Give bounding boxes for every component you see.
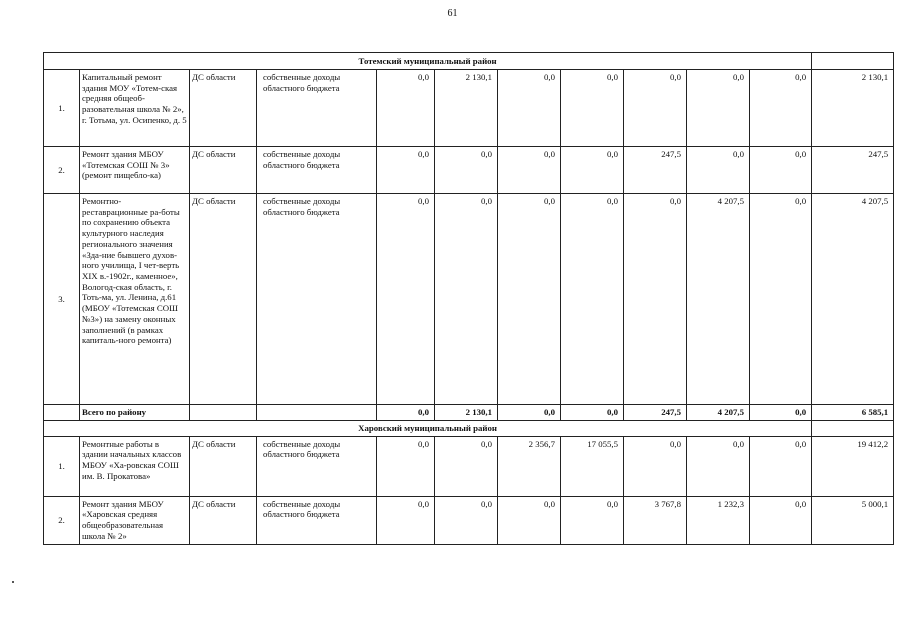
amount-cell: 17 055,5 — [561, 436, 624, 496]
amount-cell: 0,0 — [561, 147, 624, 194]
total-label: Всего по району — [80, 405, 190, 421]
funding-source: ДС области — [190, 436, 257, 496]
amount-cell: 0,0 — [624, 70, 687, 147]
amount-cell: 0,0 — [750, 70, 812, 147]
scan-speck — [12, 581, 14, 583]
row-total: 2 130,1 — [812, 70, 894, 147]
row-index: 3. — [44, 194, 80, 405]
funding-type: собственные доходы областного бюджета — [257, 436, 377, 496]
total-amount: 0,0 — [377, 405, 435, 421]
total-amount: 2 130,1 — [435, 405, 498, 421]
row-total: 5 000,1 — [812, 496, 894, 544]
funding-source: ДС области — [190, 194, 257, 405]
funding-type: собственные доходы областного бюджета — [257, 194, 377, 405]
amount-cell: 1 232,3 — [687, 496, 750, 544]
row-total: 4 207,5 — [812, 194, 894, 405]
empty-cell — [257, 405, 377, 421]
total-amount: 0,0 — [750, 405, 812, 421]
row-total: 19 412,2 — [812, 436, 894, 496]
row-index: 2. — [44, 496, 80, 544]
district-title: Харовский муниципальный район — [44, 420, 812, 436]
budget-table — [43, 52, 894, 545]
amount-cell: 0,0 — [561, 496, 624, 544]
amount-cell: 0,0 — [377, 194, 435, 405]
amount-cell: 0,0 — [435, 436, 498, 496]
object-name: Ремонт здания МБОУ «Тотемская СОШ № 3» (ремонт пищебло-ка) — [80, 147, 190, 194]
funding-type: собственные доходы областного бюджета — [257, 147, 377, 194]
empty-cell — [812, 53, 894, 70]
row-index: 2. — [44, 147, 80, 194]
amount-cell: 0,0 — [624, 436, 687, 496]
amount-cell: 0,0 — [377, 70, 435, 147]
total-amount: 0,0 — [498, 405, 561, 421]
amount-cell: 0,0 — [498, 194, 561, 405]
row-total: 247,5 — [812, 147, 894, 194]
table-row — [44, 496, 894, 544]
amount-cell: 0,0 — [377, 147, 435, 194]
district-header-row — [44, 53, 894, 70]
funding-source: ДС области — [190, 496, 257, 544]
amount-cell: 0,0 — [498, 70, 561, 147]
amount-cell: 0,0 — [561, 70, 624, 147]
amount-cell: 0,0 — [435, 147, 498, 194]
amount-cell: 0,0 — [561, 194, 624, 405]
amount-cell: 0,0 — [687, 147, 750, 194]
district-header-row — [44, 420, 894, 436]
amount-cell: 0,0 — [435, 496, 498, 544]
amount-cell: 4 207,5 — [687, 194, 750, 405]
amount-cell: 2 130,1 — [435, 70, 498, 147]
object-name: Ремонтные работы в здании начальных классов МБОУ «Ха-ровская СОШ им. В. Прокатова» — [80, 436, 190, 496]
amount-cell: 2 356,7 — [498, 436, 561, 496]
amount-cell: 3 767,8 — [624, 496, 687, 544]
funding-source: ДС области — [190, 70, 257, 147]
amount-cell: 0,0 — [377, 436, 435, 496]
empty-cell — [812, 420, 894, 436]
total-amount: 247,5 — [624, 405, 687, 421]
empty-cell — [190, 405, 257, 421]
funding-type: собственные доходы областного бюджета — [257, 496, 377, 544]
table-row — [44, 436, 894, 496]
total-amount: 4 207,5 — [687, 405, 750, 421]
amount-cell: 0,0 — [377, 496, 435, 544]
object-name: Ремонт здания МБОУ «Харовская средняя общеобразовательная школа № 2» — [80, 496, 190, 544]
amount-cell: 0,0 — [498, 496, 561, 544]
amount-cell: 0,0 — [687, 70, 750, 147]
amount-cell: 0,0 — [624, 194, 687, 405]
table-row — [44, 194, 894, 405]
amount-cell: 0,0 — [750, 147, 812, 194]
funding-type: собственные доходы областного бюджета — [257, 70, 377, 147]
table-row — [44, 147, 894, 194]
district-total-row — [44, 405, 894, 421]
amount-cell: 0,0 — [435, 194, 498, 405]
row-index: 1. — [44, 436, 80, 496]
amount-cell: 0,0 — [750, 194, 812, 405]
amount-cell: 0,0 — [750, 436, 812, 496]
row-index: 1. — [44, 70, 80, 147]
object-name: Ремонтно-реставрационные ра-боты по сохранению объекта культурного наследия регионального значения «Зда-ние бывшего духов-ного училища, I чет-верть XIX в.-1902г., каменное», Вологод-ская область, г. Тоть-ма, ул. Ленина, д.61 (МБОУ «Тотемская СОШ №3») на замену оконных заполнений (в рамках капиталь-ного ремонта) — [80, 194, 190, 405]
amount-cell: 0,0 — [687, 436, 750, 496]
grand-total: 6 585,1 — [812, 405, 894, 421]
table-row — [44, 70, 894, 147]
empty-cell — [44, 405, 80, 421]
total-amount: 0,0 — [561, 405, 624, 421]
funding-source: ДС области — [190, 147, 257, 194]
object-name: Капитальный ремонт здания МОУ «Тотем-ская средняя общеоб-разовательная школа № 2», г. Тотьма, ул. Осипенко, д. 5 — [80, 70, 190, 147]
district-title: Тотемский муниципальный район — [44, 53, 812, 70]
amount-cell: 0,0 — [498, 147, 561, 194]
amount-cell: 0,0 — [750, 496, 812, 544]
page-number: 61 — [447, 8, 458, 19]
amount-cell: 247,5 — [624, 147, 687, 194]
